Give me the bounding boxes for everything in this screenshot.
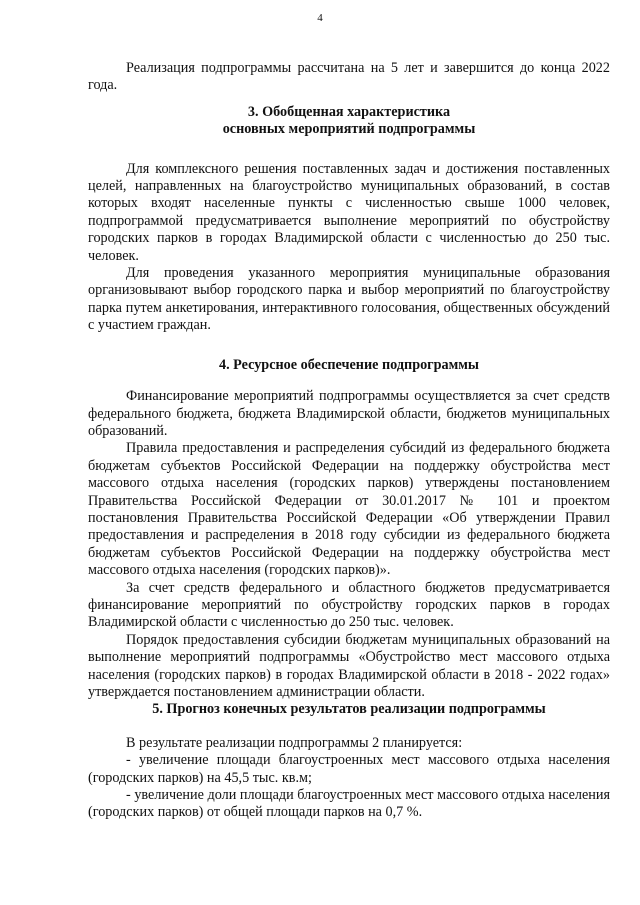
section-3-paragraph: Для комплексного решения поставленных задач и достижения поставленных целей, направленных на благоустройство муниципальных образований, в состав которых входят населенные пункты с численностью свыше 1000 человек, подпрограммой предусматривается выполнение мероприятий по обустройству городских парков в городах Владимирской области с численностью до 250 тыс. человек. <box>88 160 610 264</box>
section-3-heading-line-1: 3. Обобщенная характеристика <box>247 103 451 120</box>
section-5-heading: 5. Прогноз конечных результатов реализации подпрограммы <box>152 701 546 718</box>
section-5-list-item: - увеличение площади благоустроенных мест массового отдыха населения (городских парков) на 45,5 тыс. кв.м; <box>88 752 610 786</box>
section-4-paragraph: Правила предоставления и распределения субсидий из федерального бюджета бюджетам субъектов Российской Федерации на поддержку обустройства мест массового отдыха населения (городских парков) утверждены постановлением Правительства Российской Федерации от 30.01.2017 № 101 и проектом постановления Правительства Российской Федерации «Об утверждении Правил предоставления и распределения в 2018 году субсидии из федерального бюджета бюджетам субъектов Российской Федерации на поддержку обустройства мест массового отдыха населения (городских парков)». <box>88 440 610 579</box>
section-4-paragraph: За счет средств федерального и областного бюджетов предусматривается финансирование мероприятий по обустройству городских парков в городах Владимирской области с численностью до 250 тыс. человек. <box>88 579 610 631</box>
section-5-paragraph: В результате реализации подпрограммы 2 планируется: <box>126 734 463 751</box>
section-3-heading <box>88 104 610 139</box>
section-3-heading-line-2: основных мероприятий подпрограммы <box>222 121 476 138</box>
section-4-heading: 4. Ресурсное обеспечение подпрограммы <box>218 356 480 373</box>
section-3-paragraph: Для проведения указанного мероприятия муниципальные образования организовывают выбор городского парка и выбор мероприятий по благоустройству парка путем анкетирования, интерактивного голосования, общественных обсуждений с участием граждан. <box>88 265 610 334</box>
page-content <box>88 60 610 822</box>
intro-paragraph: Реализация подпрограммы рассчитана на 5 лет и завершится до конца 2022 года. <box>88 60 610 94</box>
section-4-paragraph: Порядок предоставления субсидии бюджетам муниципальных образований на выполнение мероприятий подпрограммы «Обустройство мест массового отдыха населения (городских парков) в городах Владимирской области в 2018 - 2022 годах» утверждается постановлением администрации области. <box>88 631 610 700</box>
section-5-list-item: - увеличение доли площади благоустроенных мест массового отдыха населения (городских парков) от общей площади парков на 0,7 %. <box>88 787 610 821</box>
page-number: 4 <box>317 12 323 24</box>
section-4-paragraph: Финансирование мероприятий подпрограммы осуществляется за счет средств федерального бюджета, бюджета Владимирской области, бюджетов муниципальных образований. <box>88 388 610 439</box>
